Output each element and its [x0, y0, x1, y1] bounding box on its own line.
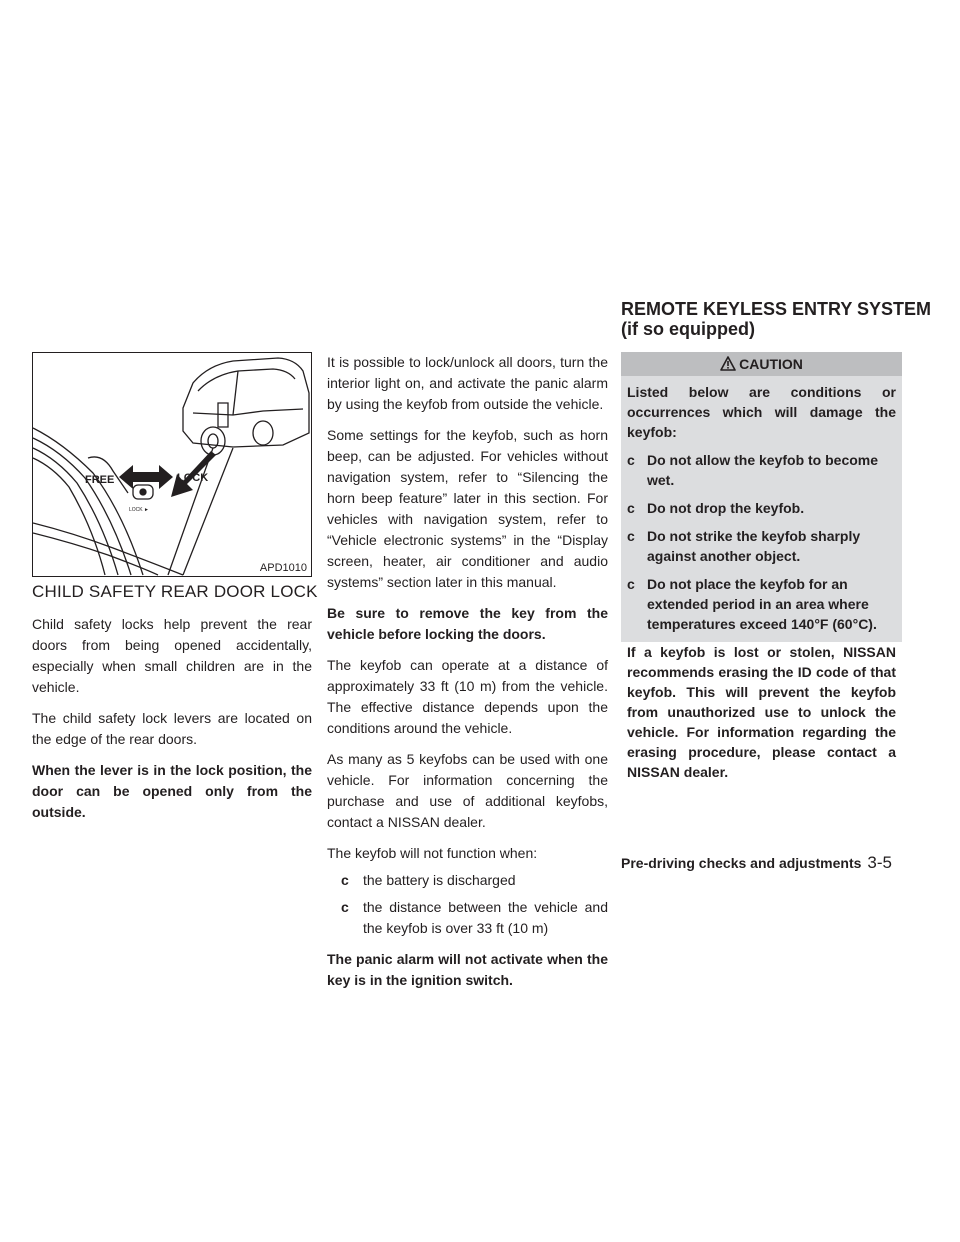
caution-title: CAUTION: [739, 356, 803, 372]
chapter-heading-line1: REMOTE KEYLESS ENTRY SYSTEM: [621, 299, 932, 319]
svg-text:LOCK ►: LOCK ►: [129, 507, 149, 513]
paragraph-bold: The panic alarm will not activate when the key is in the ignition switch.: [327, 951, 608, 988]
caution-body: [621, 376, 902, 782]
caution-item: c Do not place the keyfob for an extended period in an area where temperatures exceed 140°F (60°C).: [627, 576, 877, 632]
caution-header: [621, 352, 902, 376]
paragraph: It is possible to lock/unlock all doors, turn the interior light on, and activate the panic alarm by using the keyfob from outside the vehicle.: [327, 354, 608, 412]
bullet-icon: c: [627, 452, 635, 468]
figure-code: APD1010: [259, 562, 307, 574]
caution-item: c Do not drop the keyfob.: [627, 500, 805, 516]
paragraph: The keyfob can operate at a distance of approximately 33 ft (10 m) from the vehicle. The effective distance depends upon the conditions around the vehicle.: [327, 657, 608, 736]
footer-section-title: Pre-driving checks and adjustments: [621, 855, 862, 871]
paragraph-bold: When the lever is in the lock position, the door can be opened only from the outside.: [32, 762, 312, 820]
chapter-heading-line2: (if so equipped): [621, 319, 755, 339]
caution-item: c Do not strike the keyfob sharply against another object.: [627, 528, 861, 564]
paragraph: Child safety locks help prevent the rear doors from being opened accidentally, especially when small children are in the vehicle.: [32, 616, 312, 695]
caution-item: c Do not allow the keyfob to become wet.: [627, 452, 879, 488]
caution-outro: If a keyfob is lost or stolen, NISSAN recommends erasing the ID code of that keyfob. This will prevent the keyfob from unauthorized use to unlock the vehicle. For information regarding the erasing procedure, please contact a NISSAN dealer.: [627, 644, 896, 780]
remote-keyless-text: [327, 352, 608, 1001]
child-lock-illustration: [32, 352, 312, 577]
bullet-icon: c: [627, 528, 635, 544]
caution-box: [621, 352, 902, 780]
lock-label: LOCK: [177, 472, 209, 484]
list-item: c the distance between the vehicle and the keyfob is over 33 ft (10 m): [341, 899, 608, 936]
paragraph: The keyfob will not function when:: [327, 845, 538, 861]
chapter-heading: [621, 299, 931, 339]
paragraph: The child safety lock levers are located on the edge of the rear doors.: [32, 710, 312, 747]
paragraph: As many as 5 keyfobs can be used with one vehicle. For information concerning the purchase and use of additional keyfobs, contact a NISSAN dealer.: [327, 751, 608, 830]
bullet-icon: c: [627, 576, 635, 592]
section-heading: CHILD SAFETY REAR DOOR LOCK: [32, 582, 318, 601]
bullet-icon: c: [341, 899, 349, 915]
caution-intro: Listed below are conditions or occurrences which will damage the keyfob:: [627, 384, 896, 440]
warning-icon: [720, 356, 736, 371]
bullet-icon: c: [341, 872, 349, 888]
paragraph-bold: Be sure to remove the key from the vehicle before locking the doors.: [327, 605, 608, 642]
list-item: c the battery is discharged: [327, 870, 608, 891]
door-edge-drawing: [33, 353, 311, 576]
paragraph: Some settings for the keyfob, such as horn beep, can be adjusted. For vehicles without navigation system, refer to “Silencing the horn beep feature” later in this section. For vehicles with navigation system, refer to “Vehicle electronic systems” in the “Display screen, heater, air conditioner and audio systems” section later in this manual.: [327, 427, 608, 590]
child-safety-text: [32, 614, 312, 833]
page-footer: [621, 853, 960, 873]
page-number: 3-5: [867, 853, 892, 872]
bullet-icon: c: [627, 500, 635, 516]
free-label: FREE: [85, 474, 115, 486]
